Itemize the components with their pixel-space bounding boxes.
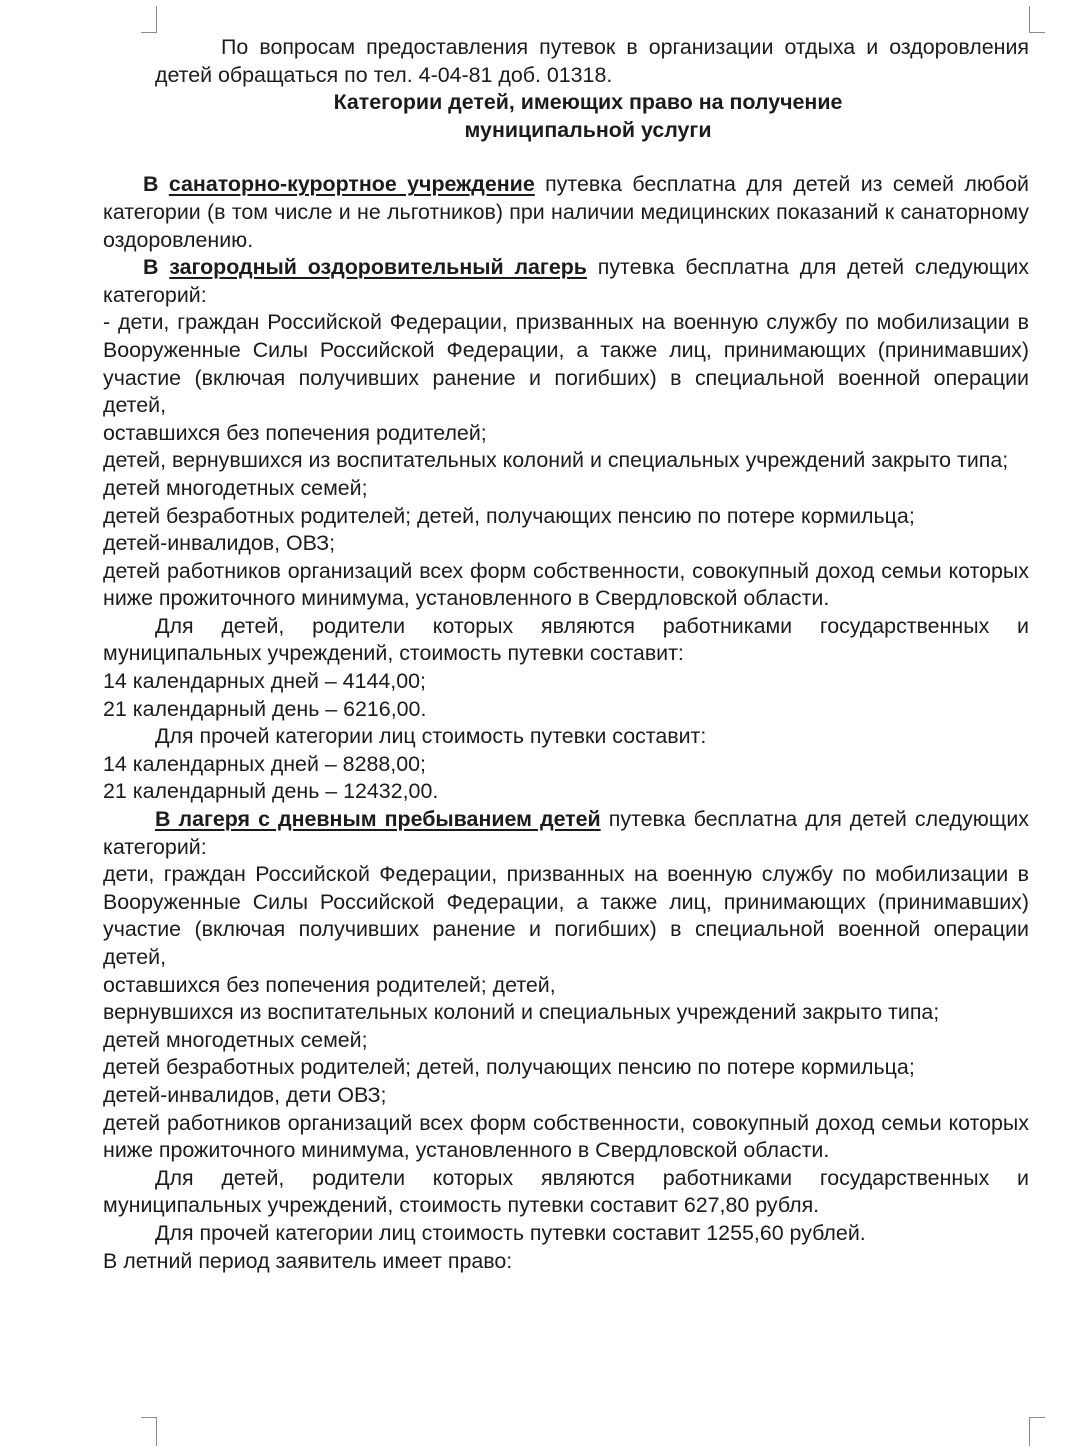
list-item: детей многодетных семей; — [103, 475, 368, 500]
list-item: детей многодетных семей; — [103, 1027, 368, 1052]
day-camp-title: В лагеря с дневным пребыванием детей — [155, 807, 601, 832]
list-item: детей безработных родителей; детей, получающих пенсию по потере кормильца; — [103, 503, 915, 528]
sanatorium-text: путевка бесплатна для детей из семей любой категории (в том числе и не льготников) при наличии медицинских показаний к санаторному оздоровлению. — [103, 172, 1029, 252]
country-camp-paragraph — [103, 254, 1029, 309]
day-camp-text: путевка бесплатна для детей следующих категорий: — [103, 807, 1029, 859]
day-camp-paragraph — [103, 806, 1029, 861]
list-item: детей-инвалидов, дети ОВЗ; — [103, 1082, 387, 1107]
day-camp-public-workers: Для детей, родители которых являются работниками государственных и муниципальных учреждений, стоимость путевки составит 627,80 рубля. — [103, 1165, 1029, 1218]
sanatorium-paragraph — [103, 171, 1029, 254]
crop-mark-top-right — [1029, 6, 1045, 33]
country-camp-text: путевка бесплатна для детей следующих категорий: — [103, 255, 1029, 307]
crop-mark-bottom-right — [1029, 1417, 1045, 1446]
price-line: 14 календарных дней – 4144,00; — [103, 669, 426, 694]
crop-mark-bottom-left — [141, 1417, 157, 1446]
crop-mark-top-left — [141, 6, 157, 33]
day-camp-other: Для прочей категории лиц стоимость путевки составит 1255,60 рублей. — [155, 1220, 866, 1245]
contact-intro: По вопросам предоставления путевок в организации отдыха и оздоровления детей обращаться по тел. 4-04-81 доб. 01318. — [155, 35, 1029, 87]
price-line: 21 календарный день – 6216,00. — [103, 696, 427, 721]
list-item: оставшихся без попечения родителей; детей, — [103, 972, 556, 997]
country-camp-prefix: В — [143, 255, 170, 280]
price-line: 14 календарных дней – 8288,00; — [103, 751, 426, 776]
sanatorium-prefix: В — [143, 172, 169, 197]
list-item: детей-инвалидов, ОВЗ; — [103, 531, 336, 556]
heading-line-2: муниципальной услуги — [464, 117, 712, 142]
heading-line-1: Категории детей, имеющих право на получение — [333, 90, 843, 115]
list-item: детей работников организаций всех форм собственности, совокупный доход семьи которых ниже прожиточного минимума, установленного в Свердловской области. — [103, 1110, 1029, 1163]
list-item: оставшихся без попечения родителей; — [103, 420, 487, 445]
list-item: детей безработных родителей; детей, получающих пенсию по потере кормильца; — [103, 1055, 915, 1080]
list-item: - дети, граждан Российской Федерации, призванных на военную службу по мобилизации в Вооруженные Силы Российской Федерации, а также лиц, принимающих (принимавших) участие (включая получивших ранение и погибших) в специальной военной операции детей, — [103, 310, 1029, 418]
price-line: 21 календарный день – 12432,00. — [103, 779, 439, 804]
list-item: вернувшихся из воспитательных колоний и специальных учреждений закрыто типа; — [103, 1000, 940, 1025]
sanatorium-title: санаторно-курортное учреждение — [168, 172, 535, 197]
list-item: дети, граждан Российской Федерации, призванных на военную службу по мобилизации в Вооруженные Силы Российской Федерации, а также лиц, принимающих (принимавших) участие (включая получивших ранение и погибших) в специальной военной операции детей, — [103, 862, 1029, 969]
list-item: детей работников организаций всех форм собственности, совокупный доход семьи которых ниже прожиточного минимума, установленного в Свердловской области. — [103, 558, 1029, 611]
summer-period-text: В летний период заявитель имеет право: — [103, 1248, 513, 1273]
spacer — [103, 144, 1029, 171]
country-camp-title: загородный оздоровительный лагерь — [169, 255, 587, 280]
country-camp-public-workers: Для детей, родители которых являются работниками государственных и муниципальных учреждений, стоимость путевки составит: — [103, 613, 1029, 666]
list-item: детей, вернувшихся из воспитательных колоний и специальных учреждений закрыто типа; — [103, 448, 1009, 473]
country-camp-other: Для прочей категории лиц стоимость путевки составит: — [155, 724, 707, 749]
document-page — [103, 34, 1029, 1275]
